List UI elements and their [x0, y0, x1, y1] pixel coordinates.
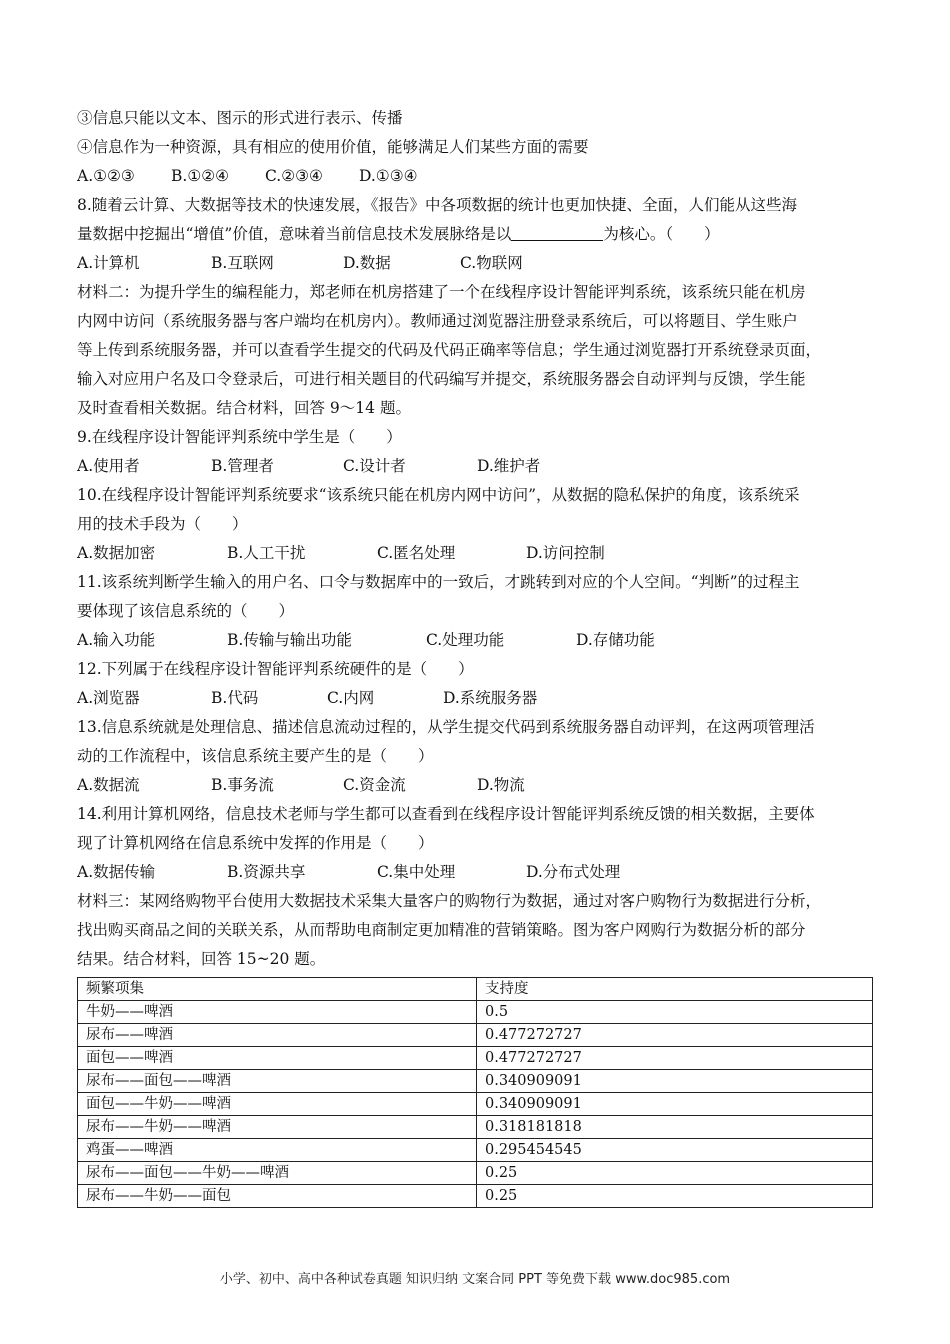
- q13-stem: 动的工作流程中，该信息系统主要产生的是（ ）: [77, 747, 434, 765]
- table-cell: 尿布——牛奶——啤酒: [78, 1116, 477, 1139]
- table-row: [78, 1185, 873, 1208]
- q8-option-b: B.互联网: [211, 254, 274, 272]
- table-row: [78, 1093, 873, 1116]
- q13-stem: 13.信息系统就是处理信息、描述信息流动过程的，从学生提交代码到系统服务器自动评判，在这两项管理活: [77, 718, 815, 736]
- q12-stem: 12.下列属于在线程序设计智能评判系统硬件的是（ ）: [77, 660, 474, 678]
- q8-stem-after: 为核心。（ ）: [603, 225, 720, 243]
- q10-option-c: C.匿名处理: [377, 544, 456, 562]
- q11-option-d: D.存储功能: [576, 631, 655, 649]
- q10-stem: 用的技术手段为（ ）: [77, 515, 248, 533]
- q7-option-c: C.②③④: [265, 167, 323, 185]
- table-row: [78, 1139, 873, 1162]
- table-cell: 0.340909091: [477, 1070, 873, 1093]
- material-2-line: 内网中访问（系统服务器与客户端均在机房内）。教师通过浏览器注册登录系统后，可以将题目、学生账户: [77, 312, 798, 330]
- q14-option-d: D.分布式处理: [526, 863, 621, 881]
- q11-stem: 11.该系统判断学生输入的用户名、口令与数据库中的一致后，才跳转到对应的个人空间。“判断”的过程主: [77, 573, 800, 591]
- table-cell: 0.25: [477, 1185, 873, 1208]
- q11-options: [77, 626, 873, 655]
- q13-option-d: D.物流: [477, 776, 525, 794]
- table-row: [78, 1047, 873, 1070]
- statement-3: ③信息只能以文本、图示的形式进行表示、传播: [77, 109, 403, 127]
- q10-option-b: B.人工干扰: [227, 544, 306, 562]
- q13-option-a: A.数据流: [77, 776, 140, 794]
- q8-option-c: C.物联网: [460, 254, 523, 272]
- material-2-line: 等上传到系统服务器，并可以查看学生提交的代码及代码正确率等信息；学生通过浏览器打开系统登录页面，: [77, 341, 822, 359]
- table-cell: 0.25: [477, 1162, 873, 1185]
- table-cell: 0.5: [477, 1001, 873, 1024]
- q9-option-d: D.维护者: [477, 457, 541, 475]
- exam-page: [77, 104, 873, 1208]
- material-3-line: 材料三：某网络购物平台使用大数据技术采集大量客户的购物行为数据，通过对客户购物行为数据进行分析，: [77, 892, 822, 910]
- table-header: 频繁项集: [78, 978, 477, 1001]
- q10-option-a: A.数据加密: [77, 544, 156, 562]
- q8-line-1: 8.随着云计算、大数据等技术的快速发展，《报告》中各项数据的统计也更加快捷、全面，人们能从这些海: [77, 196, 798, 214]
- table-row: [78, 1024, 873, 1047]
- table-cell: 鸡蛋——啤酒: [78, 1139, 477, 1162]
- q10-stem: 10.在线程序设计智能评判系统要求“该系统只能在机房内网中访问”，从数据的隐私保护的角度，该系统采: [77, 486, 800, 504]
- q12-option-d: D.系统服务器: [443, 689, 538, 707]
- q13-option-c: C.资金流: [343, 776, 406, 794]
- table-cell: 0.295454545: [477, 1139, 873, 1162]
- table-cell: 面包——啤酒: [78, 1047, 477, 1070]
- q8-option-d: D.数据: [343, 254, 391, 272]
- table-cell: 尿布——面包——啤酒: [78, 1070, 477, 1093]
- q11-option-b: B.传输与输出功能: [227, 631, 352, 649]
- material-2-line: 及时查看相关数据。结合材料，回答 9～14 题。: [77, 399, 411, 417]
- q13-option-b: B.事务流: [211, 776, 274, 794]
- table-cell: 0.477272727: [477, 1047, 873, 1070]
- frequent-itemset-table: [77, 977, 873, 1208]
- table-row: [78, 1116, 873, 1139]
- q8-options: [77, 249, 873, 278]
- q14-stem: 现了计算机网络在信息系统中发挥的作用是（ ）: [77, 834, 434, 852]
- table-cell: 0.318181818: [477, 1116, 873, 1139]
- q13-options: [77, 771, 873, 800]
- q11-stem: 要体现了该信息系统的（ ）: [77, 602, 295, 620]
- q14-option-c: C.集中处理: [377, 863, 456, 881]
- q8-stem-before: 量数据中挖掘出“增值”价值，意味着当前信息技术发展脉络是以: [77, 225, 512, 243]
- table-header: 支持度: [477, 978, 873, 1001]
- material-2-line: 输入对应用户名及口令登录后，可进行相关题目的代码编写并提交，系统服务器会自动评判与反馈，学生能: [77, 370, 806, 388]
- q7-options: [77, 162, 873, 191]
- q9-options: [77, 452, 873, 481]
- q10-options: [77, 539, 873, 568]
- q11-option-c: C.处理功能: [426, 631, 505, 649]
- table-row: [78, 1001, 873, 1024]
- table-row: [78, 1162, 873, 1185]
- q12-option-a: A.浏览器: [77, 689, 140, 707]
- statement-4: ④信息作为一种资源，具有相应的使用价值，能够满足人们某些方面的需要: [77, 138, 589, 156]
- q11-option-a: A.输入功能: [77, 631, 156, 649]
- table-cell: 牛奶——啤酒: [78, 1001, 477, 1024]
- q9-option-a: A.使用者: [77, 457, 140, 475]
- q8-option-a: A.计算机: [77, 254, 140, 272]
- table-cell: 0.340909091: [477, 1093, 873, 1116]
- q12-options: [77, 684, 873, 713]
- table-cell: 尿布——牛奶——面包: [78, 1185, 477, 1208]
- q10-option-d: D.访问控制: [526, 544, 605, 562]
- q7-option-b: B.①②④: [171, 167, 230, 185]
- material-3: [77, 887, 873, 974]
- material-2-line: 材料二：为提升学生的编程能力，郑老师在机房搭建了一个在线程序设计智能评判系统，该系统只能在机房: [77, 283, 806, 301]
- material-3-line: 结果。结合材料，回答 15~20 题。: [77, 950, 326, 968]
- material-2: [77, 278, 873, 423]
- page-footer: 小学、初中、高中各种试卷真题 知识归纳 文案合同 PPT 等免费下载 www.doc985.com: [219, 1272, 731, 1287]
- table-header-row: [78, 978, 873, 1001]
- q14-options: [77, 858, 873, 887]
- q9-option-b: B.管理者: [211, 457, 274, 475]
- q7-option-a: A.①②③: [77, 167, 135, 185]
- q12-option-c: C.内网: [327, 689, 375, 707]
- material-3-line: 找出购买商品之间的关联关系，从而帮助电商制定更加精准的营销策略。图为客户网购行为数据分析的部分: [77, 921, 806, 939]
- answer-blank: [511, 224, 603, 241]
- q14-stem: 14.利用计算机网络，信息技术老师与学生都可以查看到在线程序设计智能评判系统反馈的相关数据，主要体: [77, 805, 815, 823]
- q14-option-b: B.资源共享: [227, 863, 306, 881]
- q9-option-c: C.设计者: [343, 457, 406, 475]
- q14-option-a: A.数据传输: [77, 863, 156, 881]
- q9-stem: 9.在线程序设计智能评判系统中学生是（ ）: [77, 428, 402, 446]
- table-cell: 尿布——啤酒: [78, 1024, 477, 1047]
- q12-option-b: B.代码: [211, 689, 259, 707]
- table-cell: 尿布——面包——牛奶——啤酒: [78, 1162, 477, 1185]
- table-cell: 0.477272727: [477, 1024, 873, 1047]
- table-cell: 面包——牛奶——啤酒: [78, 1093, 477, 1116]
- table-row: [78, 1070, 873, 1093]
- q8-line-2: [77, 220, 873, 249]
- q7-option-d: D.①③④: [359, 167, 418, 185]
